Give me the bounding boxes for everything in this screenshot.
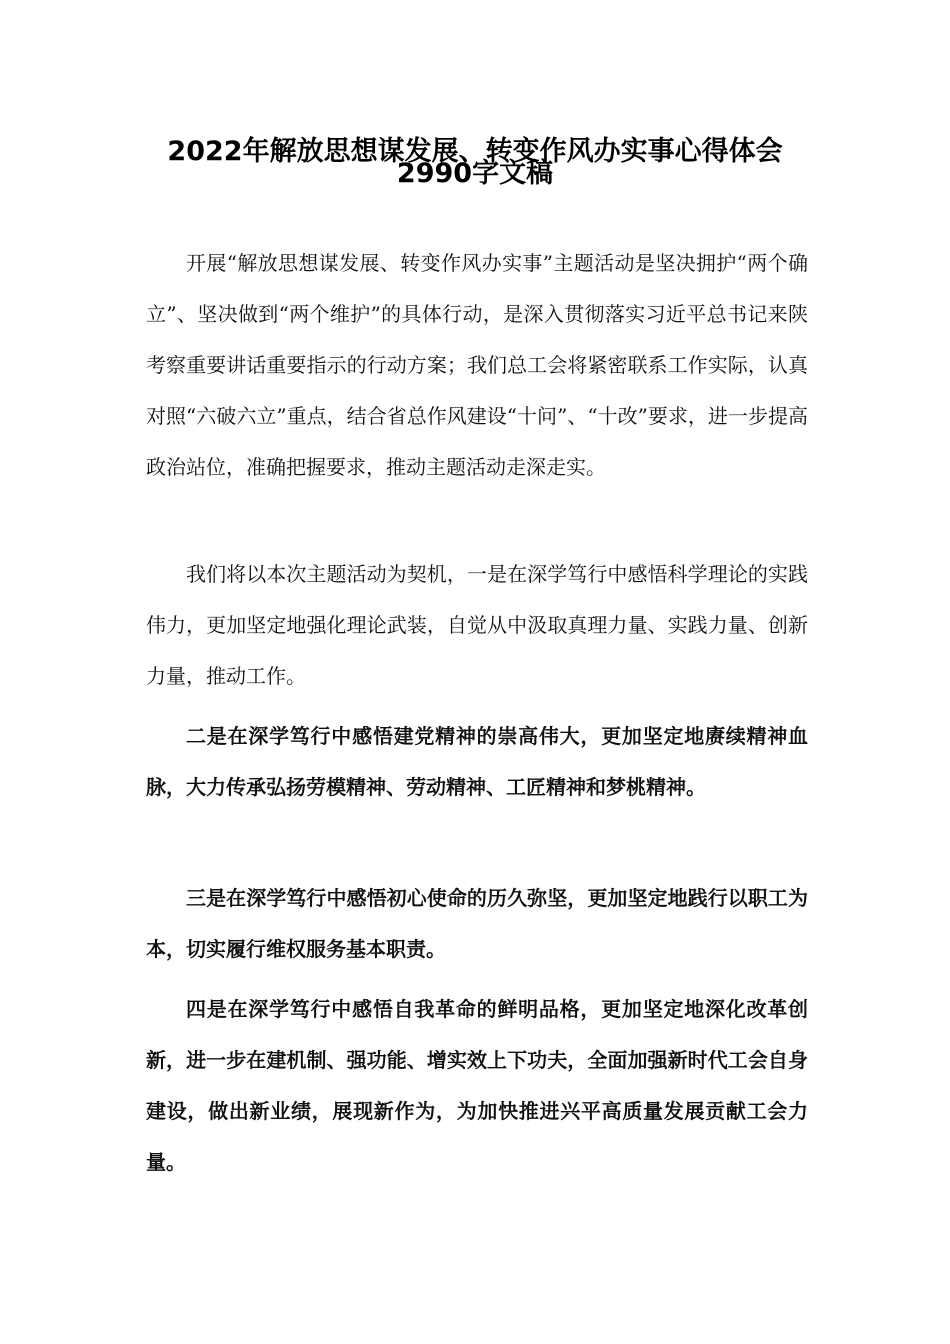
paragraph-intro: 开展“解放思想谋发展、转变作风办实事”主题活动是坚决拥护“两个确立”、坚决做到“两个维护”的具体行动，是深入贯彻落实习近平总书记来陕考察重要讲话重要指示的行动方案；我们总工会将紧密联系工作实际，认真对照“六破六立”重点，结合省总作风建设“十问”、“十改”要求，进一步提高政治站位，准确把握要求，推动主题活动走深走实。 [146,251,808,479]
paragraph-fourth-point: 四是在深学笃行中感悟自我革命的鲜明品格，更加坚定地深化改革创新，进一步在建机制、强功能、增实效上下功夫，全面加强新时代工会自身建设，做出新业绩，展现新作为，为加快推进兴平高质量发展贡献工会力量。 [146,997,808,1174]
document-title-line-1: 2022年解放思想谋发展、转变作风办实事心得体会 [167,136,783,167]
paragraph-second-point: 二是在深学笃行中感悟建党精神的崇高伟大，更加坚定地赓续精神血脉，大力传承弘扬劳模精神、劳动精神、工匠精神和梦桃精神。 [146,724,808,799]
document-title-line-2: 2990字文稿 [396,158,554,189]
paragraph-third-point: 三是在深学笃行中感悟初心使命的历久弥坚，更加坚定地践行以职工为本，切实履行维权服务基本职责。 [146,886,808,961]
paragraph-first-point: 我们将以本次主题活动为契机，一是在深学笃行中感悟科学理论的实践伟力，更加坚定地强化理论武装，自觉从中汲取真理力量、实践力量、创新力量，推动工作。 [146,562,808,688]
